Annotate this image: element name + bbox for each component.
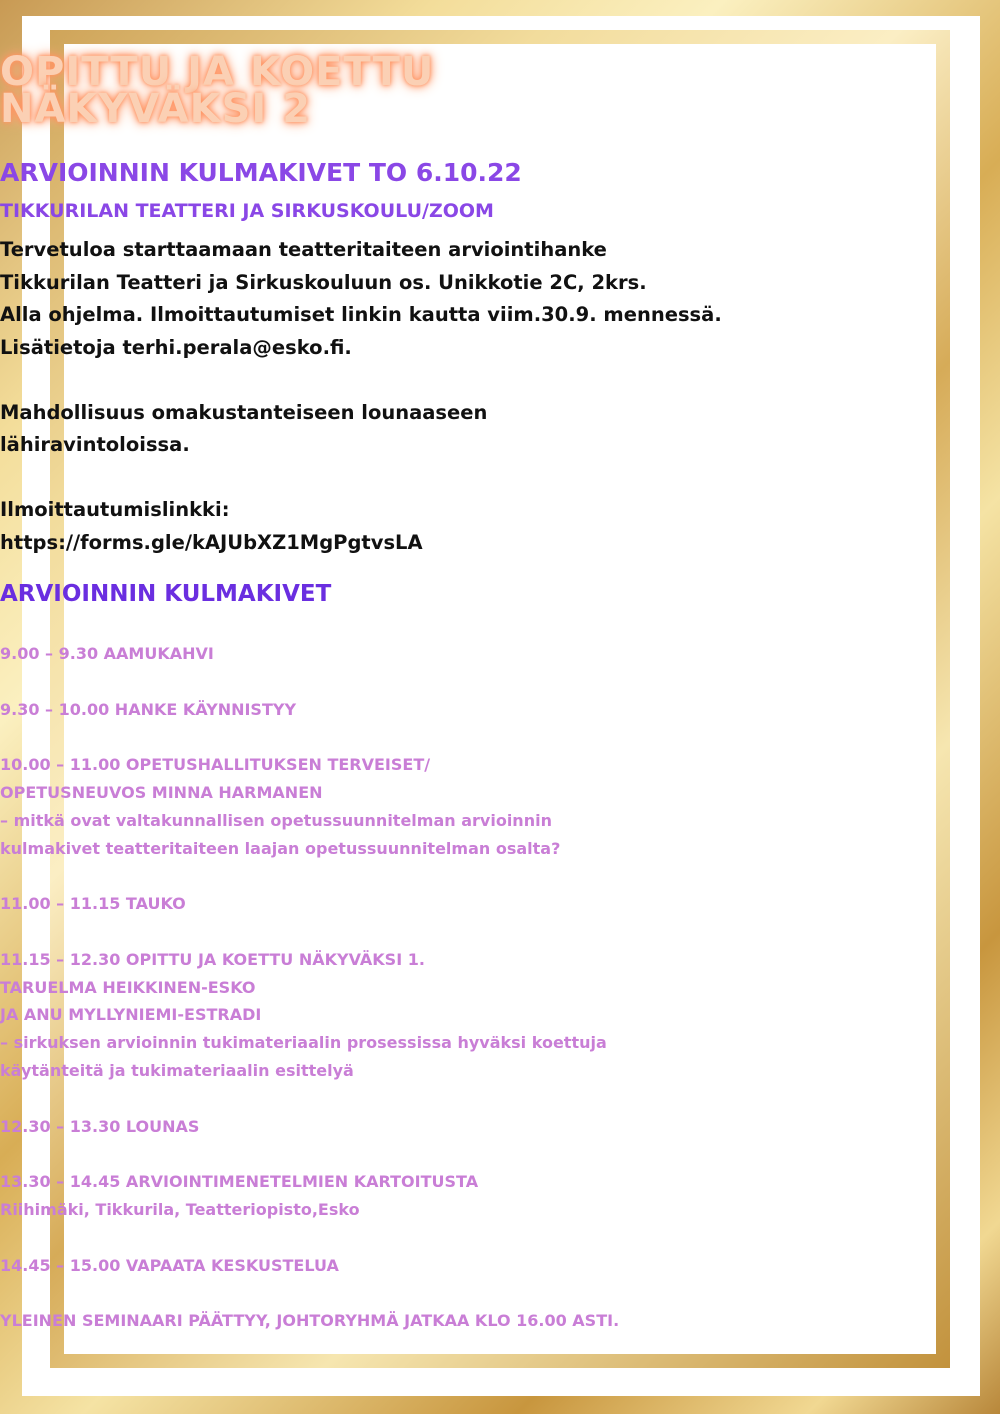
schedule-item-detail: Riihimäki, Tikkurila, Teatteriopisto,Esko: [0, 1199, 360, 1219]
schedule-item-time: YLEINEN SEMINAARI PÄÄTTYY, JOHTORYHMÄ JATKAA KLO 16.00 ASTI.: [0, 1311, 620, 1331]
schedule-item-time: 12.30 – 13.30 LOUNAS: [0, 1116, 200, 1136]
schedule-item-time: 11.00 – 11.15 TAUKO: [0, 894, 186, 914]
lunch-line: lähiravintoloissa.: [0, 433, 190, 456]
intro-line: Tikkurilan Teatteri ja Sirkuskouluun os. Unikkotie 2C, 2krs.: [0, 270, 647, 294]
schedule-item-detail: käytänteitä ja tukimateriaalin esittelyä: [0, 1060, 354, 1080]
schedule-item-time: 13.30 – 14.45 ARVIOINTIMENETELMIEN KARTOITUSTA: [0, 1172, 479, 1192]
registration-link-label: Ilmoittautumislinkki:: [0, 498, 230, 521]
lunch-line: Mahdollisuus omakustanteiseen lounaaseen: [0, 400, 488, 424]
title-line-1: OPITTU JA KOETTU: [0, 49, 435, 95]
schedule-item-time: 9.30 – 10.00 HANKE KÄYNNISTYY: [0, 699, 297, 719]
intro-text: [0, 234, 1000, 559]
schedule-item-detail: JA ANU MYLLYNIEMI-ESTRADI: [0, 1005, 262, 1025]
program-schedule: [0, 640, 1000, 1335]
schedule-item-detail: – mitkä ovat valtakunnallisen opetussuunnitelman arvioinnin: [0, 810, 552, 830]
schedule-item-detail: OPETUSNEUVOS MINNA HARMANEN: [0, 782, 323, 802]
title-line-2: NÄKYVÄKSI 2: [0, 86, 312, 132]
schedule-item-time: 9.00 – 9.30 AAMUKAHVI: [0, 644, 214, 663]
intro-line: Tervetuloa starttaamaan teatteritaiteen arviointihanke: [0, 238, 607, 261]
intro-line: Alla ohjelma. Ilmoittautumiset linkin kautta viim.30.9. mennessä.: [0, 303, 722, 326]
schedule-item-detail: TARUELMA HEIKKINEN-ESKO: [0, 977, 256, 997]
event-subtitle: ARVIOINNIN KULMAKIVET TO 6.10.22: [0, 158, 522, 187]
registration-link[interactable]: https://forms.gle/kAJUbXZ1MgPgtvsLA: [0, 530, 423, 554]
event-location: TIKKURILAN TEATTERI JA SIRKUSKOULU/ZOOM: [0, 200, 494, 222]
schedule-item-detail: – sirkuksen arvioinnin tukimateriaalin prosessissa hyväksi koettuja: [0, 1033, 607, 1053]
poster-title: [0, 49, 1000, 132]
schedule-item-detail: kulmakivet teatteritaiteen laajan opetussuunnitelman osalta?: [0, 838, 561, 858]
schedule-item-time: 10.00 – 11.00 OPETUSHALLITUKSEN TERVEISET/: [0, 755, 431, 775]
schedule-item-time: 14.45 – 15.00 VAPAATA KESKUSTELUA: [0, 1255, 339, 1275]
schedule-item-time: 11.15 – 12.30 OPITTU JA KOETTU NÄKYVÄKSI 1.: [0, 949, 425, 969]
program-heading: ARVIOINNIN KULMAKIVET: [0, 581, 332, 607]
intro-contact-line: Lisätietoja terhi.perala@esko.fi.: [0, 335, 352, 359]
